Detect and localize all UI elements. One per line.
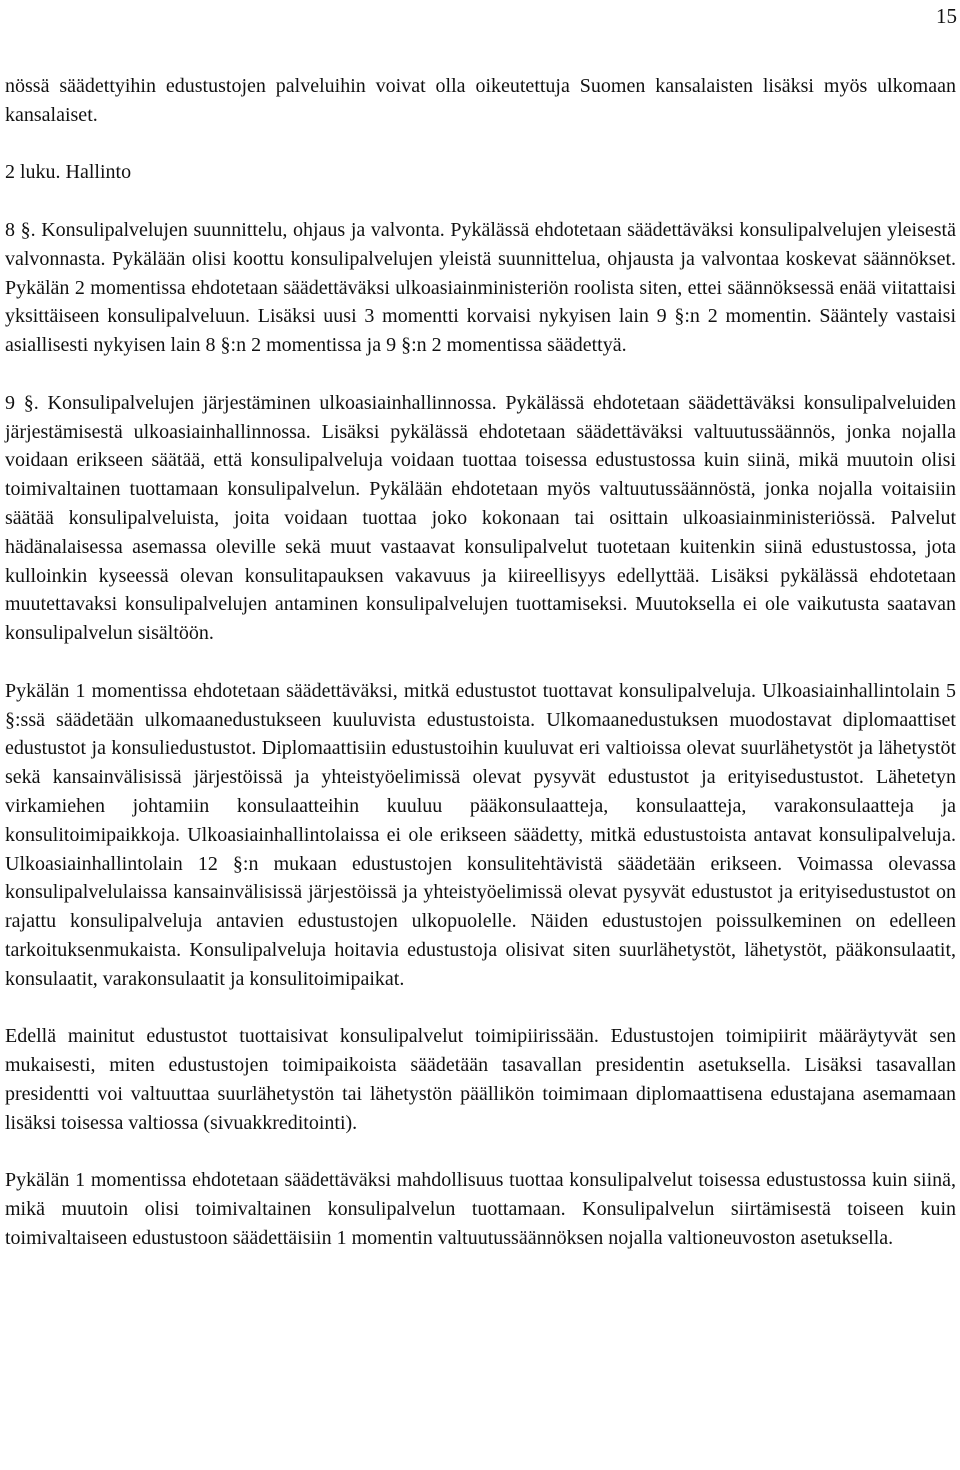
paragraph-moment-1-possibility: Pykälän 1 momentissa ehdotetaan säädettäväksi mahdollisuus tuottaa konsulipalvelut toisessa edustustossa kuin siinä, mikä muutoin olisi toimivaltainen konsulipalvelun tuottamaan. Konsulipalvelun siirtämisestä toiseen kuin toimivaltaiseen edustustoon säädettäisiin 1 momentin valtuutussäännöksen nojalla valtioneuvoston asetuksella. — [5, 1169, 956, 1249]
document-body — [5, 72, 956, 1253]
paragraph-moment-1: Pykälän 1 momentissa ehdotetaan säädettäväksi, mitkä edustustot tuottavat konsulipalveluja. Ulkoasiainhallintolain 5 §:ssä säädetään ulkomaanedustukseen kuuluvista edustustoista. Ulkomaanedustuksen muodostavat diplomaattiset edustustot ja konsuliedustustot. Diplomaattisiin edustustoihin kuuluvat eri valtioissa olevat suurlähetystöt ja lähetystöt sekä kansainvälisissä järjestöissä ja yhteistyöelimissä olevat pysyvät edustustot ja erityisedustustot. Lähetetyn virkamiehen johtamiin konsulaatteihin kuuluu pääkonsulaatteja, konsulaatteja, varakonsulaatteja ja konsulitoimipaikkoja. Ulkoasiainhallintolaissa ei ole erikseen säädetty, mitkä edustustoista antavat konsulipalveluja. Ulkoasiainhallintolain 12 §:n mukaan edustustojen konsulitehtävistä säädetään erikseen. Voimassa olevassa konsulipalvelulaissa kansainvälisissä järjestöissä ja yhteistyöelimissä olevat pysyvät edustustot ja erityisedustustot on rajattu konsulipalveluja antavien edustustojen ulkopuolelle. Näiden edustustojen poissulkeminen on edelleen tarkoituksenmukaista. Konsulipalveluja hoitavia edustustoja olisivat siten suurlähetystöt, lähetystöt, pääkonsulaatit, konsulaatit, varakonsulaatit ja konsulitoimipaikat. — [5, 679, 956, 990]
paragraph-intro: nössä säädettyihin edustustojen palveluihin voivat olla oikeutettuja Suomen kansalaisten lisäksi myös ulkomaan kansalaiset. — [5, 75, 956, 126]
chapter-heading: 2 luku. Hallinto — [5, 161, 132, 184]
page-number: 15 — [936, 4, 957, 28]
paragraph-section-9: 9 §. Konsulipalvelujen järjestäminen ulkoasiainhallinnossa. Pykälässä ehdotetaan säädettäväksi konsulipalveluiden järjestämisestä ulkoasiainhallinnossa. Lisäksi pykälässä ehdotetaan säädettäväksi valtuutussäännös, jonka nojalla voidaan erikseen säätää, että konsulipalveluja voidaan tuottaa toisessa edustustossa kuin siinä, mikä muutoin olisi toimivaltainen tuottamaan konsulipalvelun. Pykälään ehdotetaan myös valtuutussäännöstä, jonka nojalla voitaisiin säätää konsulipalveluista, joita voidaan tuottaa joko kokonaan tai osittain ulkoasiainministeriössä. Palvelut hädänalaisessa asemassa oleville sekä muut vastaavat konsulipalvelut tuotetaan kuitenkin siinä edustustossa, jota kulloinkin kyseessä olevan konsulitapauksen vakavuus ja kiireellisyys edellyttää. Lisäksi pykälässä ehdotetaan muutettavaksi konsulipalvelujen antaminen konsulipalvelujen tuottamiseksi. Muutoksella ei ole vaikutusta saatavan konsulipalvelun sisältöön. — [5, 391, 956, 645]
paragraph-section-8: 8 §. Konsulipalvelujen suunnittelu, ohjaus ja valvonta. Pykälässä ehdotetaan säädettäväksi konsulipalvelujen yleisestä valvonnasta. Pykälään olisi koottu konsulipalvelujen yleistä suunnittelua, ohjausta ja valvontaa koskevat säännökset. Pykälän 2 momentissa ehdotetaan säädettäväksi ulkoasiainministeriön roolista siten, ettei säännöksessä enää viitattaisi yksittäiseen konsulipalveluun. Lisäksi uusi 3 momentti korvaisi nykyisen lain 9 §:n 2 momentin. Sääntely vastaisi asiallisesti nykyisen lain 8 §:n 2 momentissa ja 9 §:n 2 momentissa säädettyä. — [5, 218, 956, 357]
paragraph-service-points: Edellä mainitut edustustot tuottaisivat konsulipalvelut toimipiirissään. Edustustojen toimipiirit määräytyvät sen mukaisesti, miten edustustojen toimipaikoista säädetään tasavallan presidentin asetuksella. Lisäksi tasavallan presidentti voi valtuuttaa suurlähetystön tai lähetystön päällikön toimimaan diplomaattisena edustajana asemamaan lisäksi toisessa valtiossa (sivuakkreditointi). — [5, 1025, 956, 1134]
